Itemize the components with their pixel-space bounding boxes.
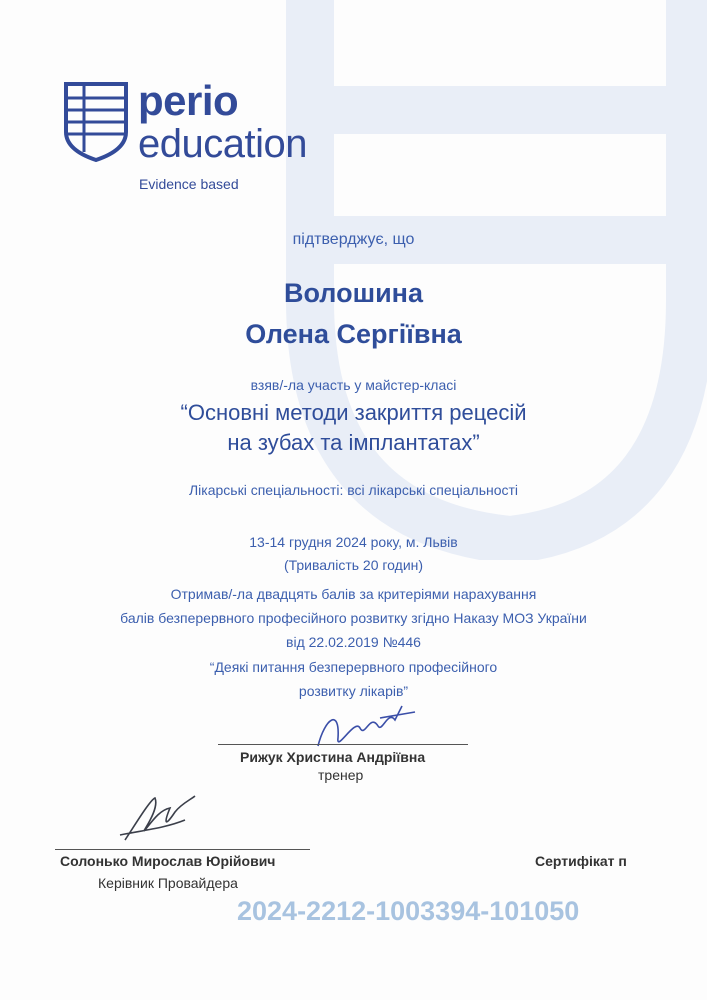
certificate-number: 2024-2212-1003394-101050 — [237, 896, 580, 926]
points-line-5: розвитку лікарів” — [298, 683, 409, 699]
logo-tagline: Evidence based — [139, 176, 239, 192]
points-line-1: Отримав/-ла двадцять балів за критеріями нарахування — [170, 586, 537, 602]
course-title-line1: “Основні методи закриття рецесій — [180, 400, 527, 425]
recipient-surname: Волошина — [283, 278, 424, 308]
course-title-line2: на зубах та імплантатах” — [227, 430, 480, 455]
provider-head-role: Керівник Провайдера — [98, 875, 238, 891]
trainer-role: тренер — [318, 767, 364, 783]
participated-text: взяв/-ла участь у майстер-класі — [250, 377, 457, 393]
perio-shield-icon — [62, 80, 130, 162]
certificate-label: Сертифікат п — [535, 853, 627, 869]
trainer-name: Рижук Христина Андріївна — [240, 749, 426, 765]
points-line-4: “Деякі питання безперервного професійного — [209, 659, 498, 675]
head-signature-line — [55, 849, 310, 850]
trainer-signature-line — [218, 744, 468, 745]
logo-brand-top: perio — [138, 77, 239, 124]
points-line-2: балів безперервного професійного розвитку згідно Наказу МОЗ України — [120, 610, 587, 626]
provider-head-name: Солонько Мирослав Юрійович — [60, 853, 276, 869]
recipient-given-names: Олена Сергіївна — [245, 319, 462, 349]
specialty-text: Лікарські спеціальності: всі лікарські спеціальності — [188, 482, 519, 498]
points-line-3: від 22.02.2019 №446 — [286, 634, 421, 650]
date-place: 13-14 грудня 2024 року, м. Львів — [249, 534, 458, 550]
logo-brand-bottom: education — [138, 122, 307, 166]
confirms-text: підтверджує, що — [292, 231, 415, 248]
head-signature — [115, 790, 200, 848]
duration: (Тривалість 20 годин) — [283, 557, 424, 573]
